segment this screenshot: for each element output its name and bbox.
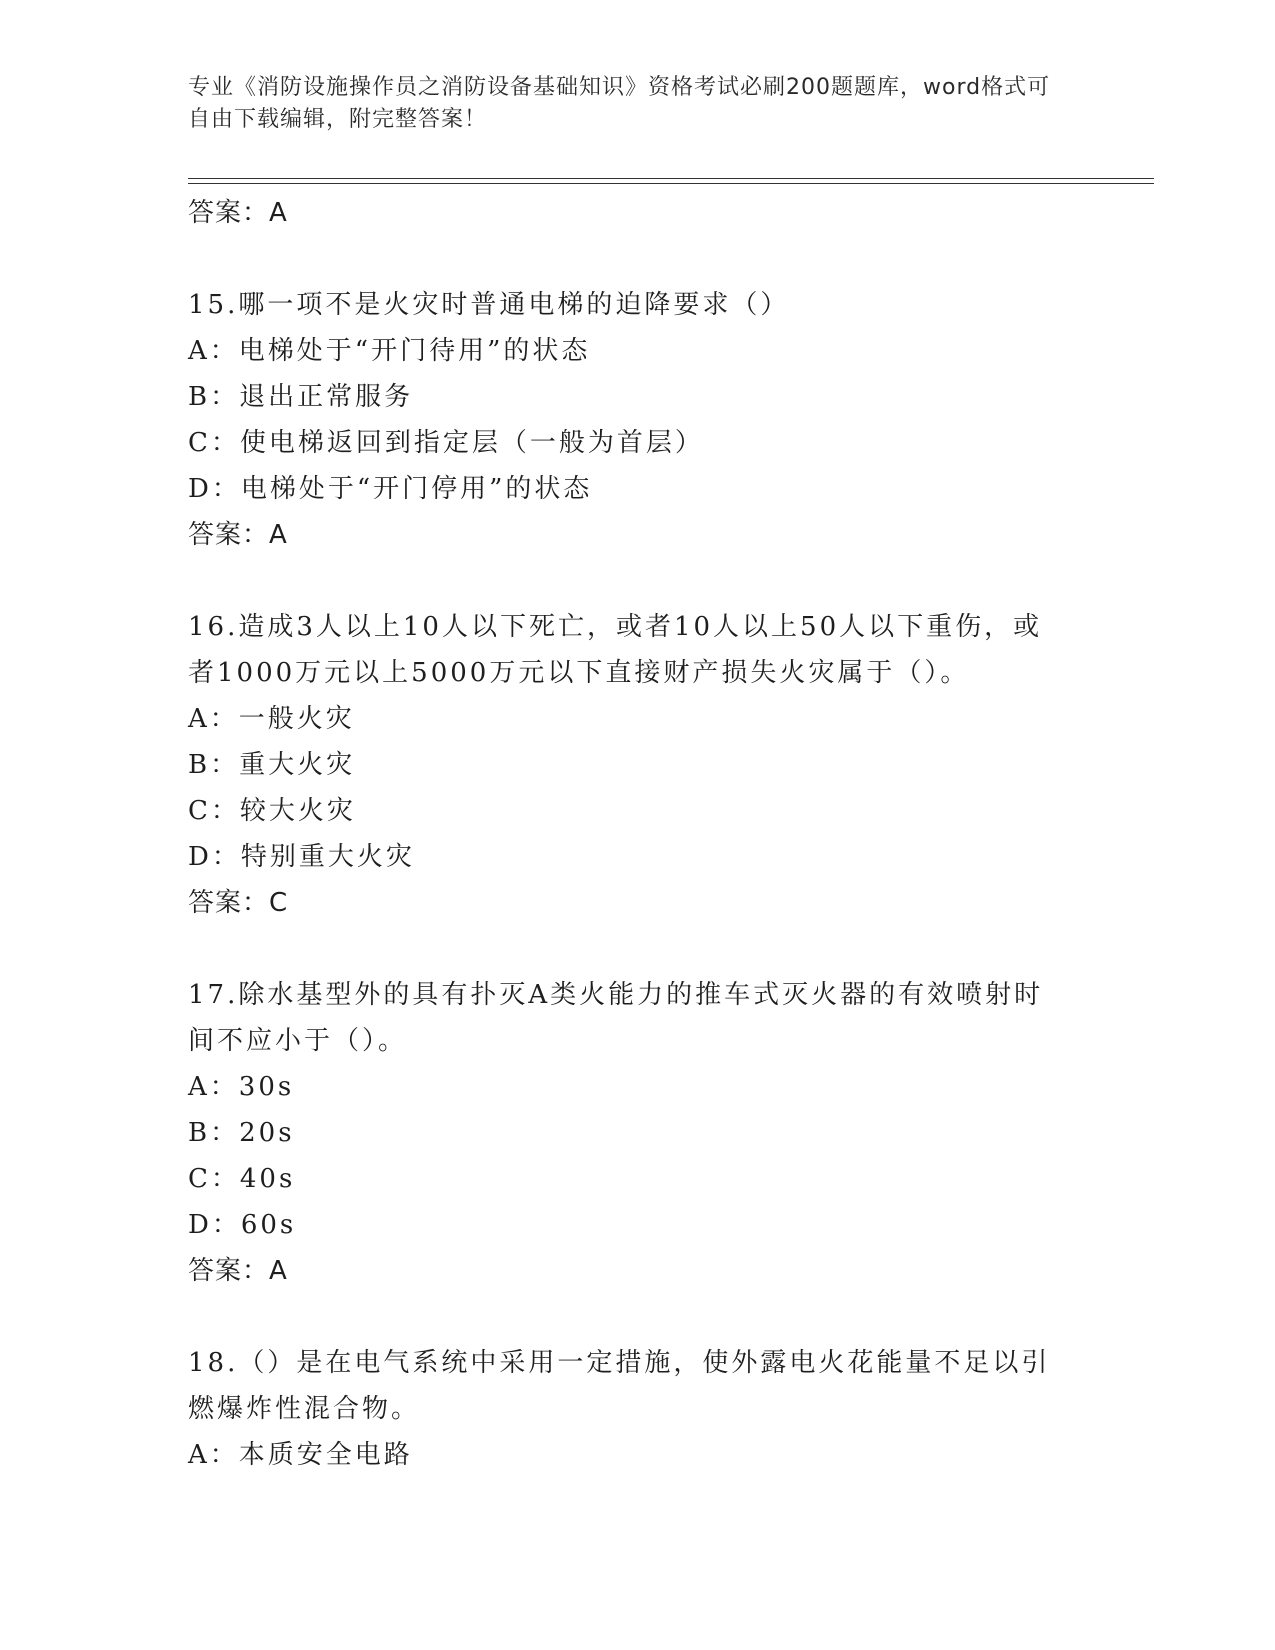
option-c: C：使电梯返回到指定层（一般为首层）: [188, 428, 704, 458]
option-b: B：20s: [188, 1118, 295, 1148]
question-block-17: [188, 972, 1088, 1294]
question-block-15: [188, 282, 1088, 558]
answer-line: 答案：A: [188, 1256, 288, 1286]
question-block-18: [188, 1340, 1088, 1478]
answer-line: 答案：A: [188, 520, 288, 550]
option-a: A：电梯处于“开门待用”的状态: [188, 336, 591, 366]
header-divider-top: [188, 178, 1154, 179]
option-c: C：40s: [188, 1164, 296, 1194]
option-d: D：60s: [188, 1210, 297, 1240]
answer-line: 答案：A: [188, 198, 288, 228]
option-a: A：30s: [188, 1072, 295, 1102]
answer-line: 答案：C: [188, 888, 289, 918]
question-stem: 17.除水基型外的具有扑灭A类火能力的推车式灭火器的有效喷射时间不应小于（）。: [188, 980, 1044, 1056]
option-a: A：一般火灾: [188, 704, 355, 734]
question-block-16: [188, 604, 1088, 926]
question-stem: 16.造成3人以上10人以下死亡，或者10人以上50人以下重伤，或者1000万元以上5000万元以下直接财产损失火灾属于（）。: [188, 612, 1043, 688]
option-c: C：较大火灾: [188, 796, 356, 826]
option-a: A：本质安全电路: [188, 1440, 413, 1470]
option-d: D：特别重大火灾: [188, 842, 415, 872]
option-b: B：重大火灾: [188, 750, 356, 780]
question-stem: 18.（）是在电气系统中采用一定措施，使外露电火花能量不足以引燃爆炸性混合物。: [188, 1348, 1051, 1424]
option-b: B：退出正常服务: [188, 382, 414, 412]
option-d: D：电梯处于“开门停用”的状态: [188, 474, 593, 504]
header-divider-bottom: [188, 183, 1154, 184]
question-stem: 15.哪一项不是火灾时普通电梯的迫降要求（）: [188, 290, 790, 320]
document-header: 专业《消防设施操作员之消防设备基础知识》资格考试必刷200题题库，word格式可自由下载编辑，附完整答案！: [188, 75, 1051, 132]
question-list: [188, 190, 1088, 1478]
